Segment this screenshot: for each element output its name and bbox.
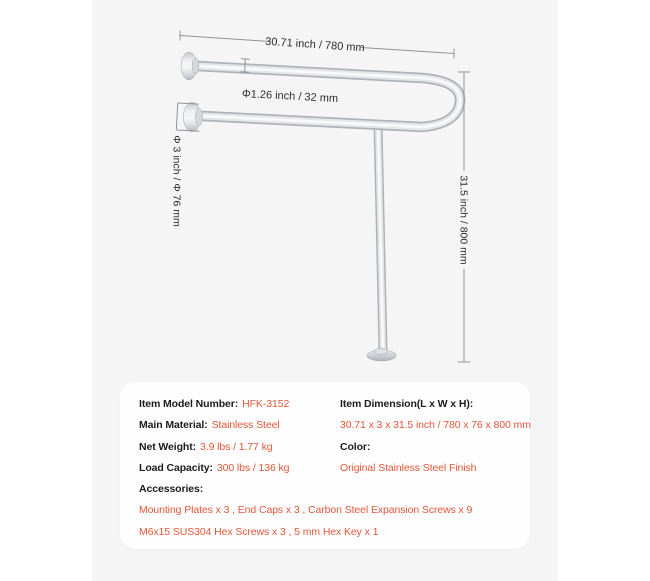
- spec-value: 300 lbs / 136 kg: [216, 461, 290, 474]
- spec-label: Color:: [340, 440, 371, 453]
- spec-color-value: [340, 458, 511, 479]
- spec-row: [139, 458, 511, 479]
- spec-item-dimension-label: [340, 394, 511, 415]
- spec-card: [120, 382, 530, 549]
- spec-label: Accessories:: [139, 483, 204, 496]
- grab-bar-dimension-diagram: [92, 0, 558, 380]
- spec-value: Mounting Plates x 3 , End Caps x 3 , Carbon Steel Expansion Screws x 9: [139, 504, 473, 517]
- spec-value: 30.71 x 3 x 31.5 inch / 780 x 76 x 800 mm: [340, 419, 531, 432]
- wall-flange-top: [181, 52, 199, 80]
- flange-diameter-label: Φ 3 inch / Φ 76 mm: [170, 135, 183, 227]
- spec-label: Item Dimension(L x W x H):: [340, 398, 474, 410]
- spec-row: [139, 437, 511, 458]
- spec-color-label: [340, 437, 511, 458]
- product-image-panel: [92, 0, 558, 581]
- spec-net-weight: [139, 437, 340, 458]
- spec-label: Net Weight:: [139, 440, 197, 453]
- spec-label: Item Model Number:: [139, 398, 239, 410]
- spec-row: [139, 394, 511, 415]
- length-dimension-label: 30.71 inch / 780 mm: [264, 35, 366, 55]
- spec-item-dimension-value: [340, 415, 531, 436]
- spec-row: [139, 415, 531, 436]
- wall-flange-bottom: [183, 102, 202, 131]
- spec-load-capacity: [139, 458, 340, 479]
- spec-value: HFK-3152: [242, 398, 290, 410]
- spec-value: Stainless Steel: [211, 419, 280, 432]
- height-dimension-label: 31.5 inch / 800 mm: [457, 175, 470, 265]
- spec-accessories-line1: [139, 500, 511, 521]
- spec-accessories-line2: [139, 522, 511, 543]
- floor-flange: [367, 348, 396, 361]
- spec-value: 3.9 lbs / 1.77 kg: [200, 440, 273, 453]
- spec-value: M6x15 SUS304 Hex Screws x 3 , 5 mm Hex Key x 1: [139, 525, 379, 538]
- support-leg: [378, 125, 383, 350]
- spec-label: Main Material:: [139, 419, 208, 432]
- spec-value: Original Stainless Steel Finish: [340, 461, 477, 474]
- spec-main-material: [139, 415, 340, 436]
- spec-accessories-label-row: [139, 479, 511, 500]
- spec-label: Load Capacity:: [139, 461, 213, 474]
- spec-model-number: [139, 394, 340, 415]
- tube-diameter-label: Φ1.26 inch / 32 mm: [241, 88, 339, 106]
